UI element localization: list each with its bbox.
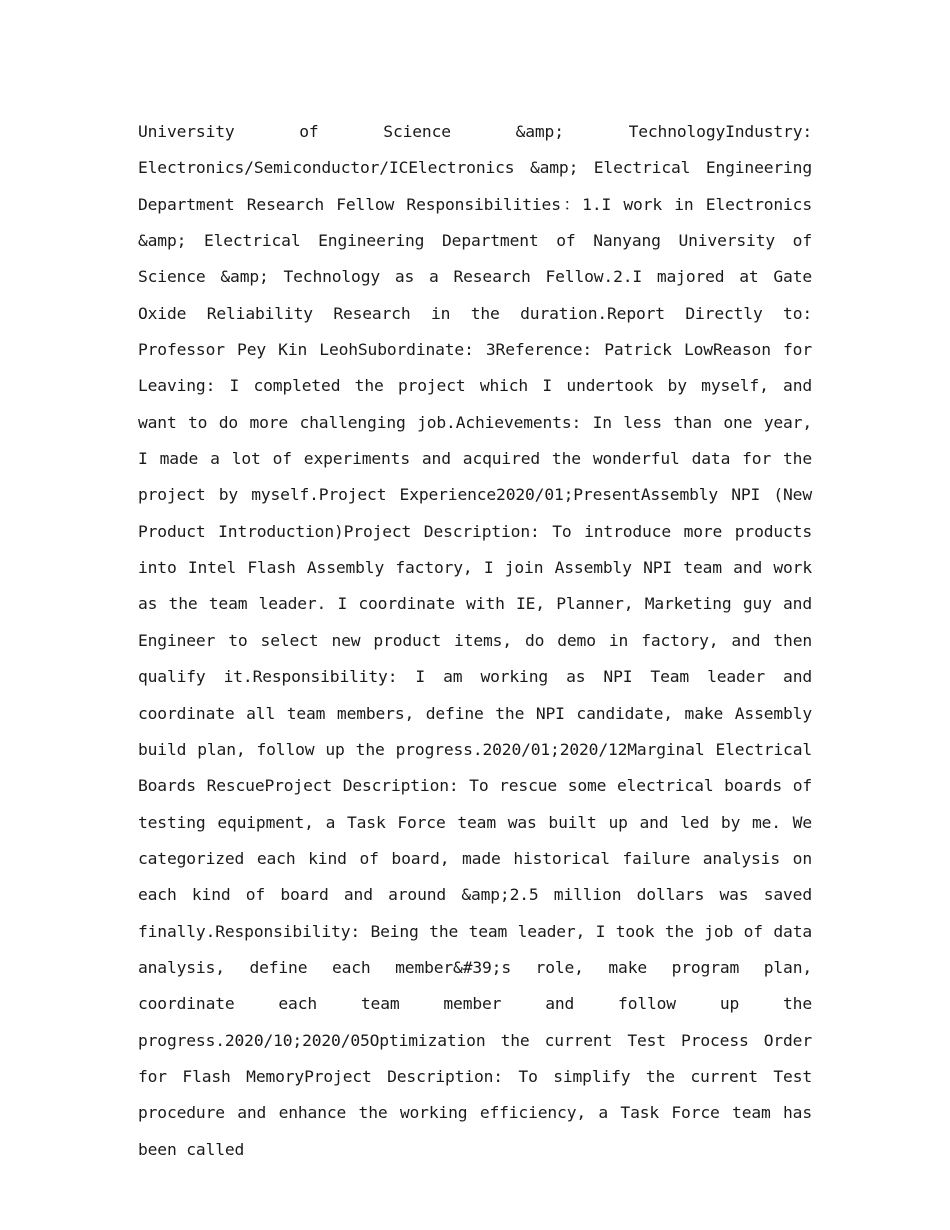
body-paragraph: University of Science &amp; TechnologyIndustry: Electronics/Semiconductor/ICElectronics &amp; Electrical Engineering Department Research Fellow Responsibilities：1.I work in Electronics &amp; Electrical Engineering Department of Nanyang University of Science &amp; Technology as a Research Fellow.2.I majored at Gate Oxide Reliability Research in the duration.Report Directly to: Professor Pey Kin LeohSubordinate: 3Reference: Patrick LowReason for Leaving: I completed the project which I undertook by myself, and want to do more challenging job.Achievements: In less than one year, I made a lot of experiments and acquired the wonderful data for the project by myself.Project Experience2020/01;PresentAssembly NPI (New Product Introduction)Project Description: To introduce more products into Intel Flash Assembly factory, I join Assembly NPI team and work as the team leader. I coordinate with IE, Planner, Marketing guy and Engineer to select new product items, do demo in factory, and then qualify it.Responsibility: I am working as NPI Team leader and coordinate all team members, define the NPI candidate, make Assembly build plan, follow up the progress.2020/01;2020/12Marginal Electrical Boards RescueProject Description: To rescue some electrical boards of testing equipment, a Task Force team was built up and led by me. We categorized each kind of board, made historical failure analysis on each kind of board and around &amp;2.5 million dollars was saved finally.Responsibility: Being the team leader, I took the job of data analysis, define each member&#39;s role, make program plan, coordinate each team member and follow up the progress.2020/10;2020/05Optimization the current Test Process Order for Flash MemoryProject Description: To simplify the current Test procedure and enhance the working efficiency, a Task Force team has been called: [138, 122, 812, 1159]
